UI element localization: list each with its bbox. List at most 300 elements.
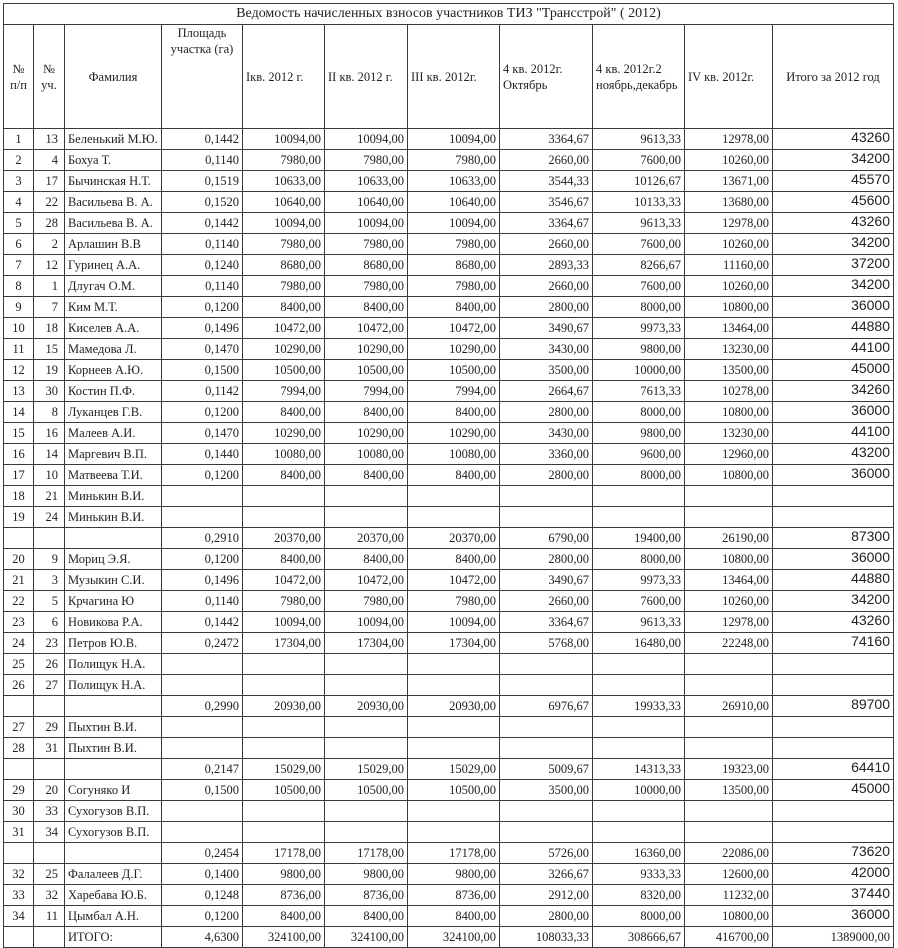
cell-num-uch — [34, 759, 65, 780]
cell-num-pp — [4, 528, 34, 549]
cell-q2: 10500,00 — [325, 780, 408, 801]
cell-num-uch: 21 — [34, 486, 65, 507]
table-row — [4, 192, 894, 213]
cell-q4-nov-dec: 8266,67 — [593, 255, 685, 276]
cell-q1: 10080,00 — [243, 444, 325, 465]
cell-q2: 17178,00 — [325, 843, 408, 864]
table-row — [4, 129, 894, 150]
cell-area: 0,1442 — [162, 612, 243, 633]
cell-q4-october: 2660,00 — [500, 150, 593, 171]
cell-q2: 7980,00 — [325, 234, 408, 255]
header-surname: Фамилия — [65, 25, 162, 129]
table-row — [4, 843, 894, 864]
cell-q1: 7980,00 — [243, 150, 325, 171]
cell-q1: 8400,00 — [243, 906, 325, 927]
cell-area: 0,1200 — [162, 297, 243, 318]
cell-q4-october: 3490,67 — [500, 318, 593, 339]
table-row — [4, 507, 894, 528]
cell-q3: 17178,00 — [408, 843, 500, 864]
cell-q4-october: 5009,67 — [500, 759, 593, 780]
cell-q4 — [685, 801, 773, 822]
cell-area: 0,1140 — [162, 591, 243, 612]
cell-q4-october: 3364,67 — [500, 213, 593, 234]
cell-total-year: 36000 — [773, 402, 894, 423]
cell-total-year: 37200 — [773, 255, 894, 276]
cell-surname: Васильева В. А. — [65, 213, 162, 234]
cell-q3: 15029,00 — [408, 759, 500, 780]
cell-num-uch: 12 — [34, 255, 65, 276]
cell-area: 0,1140 — [162, 234, 243, 255]
cell-surname: Минькин В.И. — [65, 507, 162, 528]
cell-total-year: 43260 — [773, 129, 894, 150]
cell-area — [162, 717, 243, 738]
cell-q1: 9800,00 — [243, 864, 325, 885]
cell-num-uch: 2 — [34, 234, 65, 255]
cell-total-year: 34200 — [773, 234, 894, 255]
cell-q4-october: 2664,67 — [500, 381, 593, 402]
cell-q4: 13500,00 — [685, 360, 773, 381]
cell-num-uch: 33 — [34, 801, 65, 822]
table-row — [4, 150, 894, 171]
cell-q4: 12978,00 — [685, 213, 773, 234]
cell-q4-nov-dec: 16360,00 — [593, 843, 685, 864]
cell-q2: 10094,00 — [325, 129, 408, 150]
cell-q1 — [243, 507, 325, 528]
cell-q4: 22248,00 — [685, 633, 773, 654]
cell-q3: 10290,00 — [408, 339, 500, 360]
cell-q4-nov-dec: 8000,00 — [593, 297, 685, 318]
cell-q4: 10800,00 — [685, 402, 773, 423]
grand-total-q1: 324100,00 — [243, 927, 325, 948]
cell-q1 — [243, 738, 325, 759]
table-row — [4, 822, 894, 843]
cell-q2: 10094,00 — [325, 213, 408, 234]
cell-q1: 7980,00 — [243, 276, 325, 297]
cell-surname: Матвеева Т.И. — [65, 465, 162, 486]
cell-q1: 20370,00 — [243, 528, 325, 549]
cell-q4-nov-dec: 9800,00 — [593, 339, 685, 360]
cell-q2: 15029,00 — [325, 759, 408, 780]
table-row — [4, 528, 894, 549]
header-area: Площадь участка (га) — [162, 25, 243, 129]
cell-surname: Костин П.Ф. — [65, 381, 162, 402]
cell-total-year: 44880 — [773, 318, 894, 339]
cell-q4-october: 5726,00 — [500, 843, 593, 864]
cell-q3: 17304,00 — [408, 633, 500, 654]
cell-q4-october — [500, 507, 593, 528]
cell-num-pp: 29 — [4, 780, 34, 801]
cell-q4: 10260,00 — [685, 591, 773, 612]
cell-q2: 10472,00 — [325, 318, 408, 339]
cell-surname: Васильева В. А. — [65, 192, 162, 213]
cell-area: 0,1142 — [162, 381, 243, 402]
cell-total-year: 74160 — [773, 633, 894, 654]
cell-num-uch: 28 — [34, 213, 65, 234]
cell-q4-october — [500, 654, 593, 675]
cell-q4-october — [500, 717, 593, 738]
cell-num-pp: 24 — [4, 633, 34, 654]
cell-q2: 10472,00 — [325, 570, 408, 591]
cell-q3 — [408, 507, 500, 528]
grand-total-q4: 416700,00 — [685, 927, 773, 948]
cell-surname: Бычинская Н.Т. — [65, 171, 162, 192]
cell-q4-nov-dec: 9613,33 — [593, 129, 685, 150]
header-num-pp: № п/п — [4, 25, 34, 129]
table-row — [4, 570, 894, 591]
cell-area — [162, 654, 243, 675]
cell-q4: 26910,00 — [685, 696, 773, 717]
cell-num-uch: 18 — [34, 318, 65, 339]
table-row — [4, 864, 894, 885]
cell-area: 0,1140 — [162, 150, 243, 171]
cell-q1: 10633,00 — [243, 171, 325, 192]
cell-q4-nov-dec — [593, 675, 685, 696]
cell-num-uch: 5 — [34, 591, 65, 612]
cell-surname: Пыхтин В.И. — [65, 717, 162, 738]
cell-q2: 8736,00 — [325, 885, 408, 906]
cell-q4: 10260,00 — [685, 276, 773, 297]
cell-q4-nov-dec: 9600,00 — [593, 444, 685, 465]
cell-num-pp: 25 — [4, 654, 34, 675]
cell-surname: Согуняко И — [65, 780, 162, 801]
cell-q4-october: 2800,00 — [500, 402, 593, 423]
cell-surname — [65, 528, 162, 549]
cell-q3: 20930,00 — [408, 696, 500, 717]
table-row — [4, 486, 894, 507]
cell-q4-october: 2660,00 — [500, 276, 593, 297]
cell-q3: 10633,00 — [408, 171, 500, 192]
table-row — [4, 549, 894, 570]
header-q4-october: 4 кв. 2012г. Октябрь — [500, 25, 593, 129]
cell-q4: 12978,00 — [685, 129, 773, 150]
cell-surname: Цымбал А.Н. — [65, 906, 162, 927]
cell-q1: 20930,00 — [243, 696, 325, 717]
cell-q3: 9800,00 — [408, 864, 500, 885]
cell-q1 — [243, 675, 325, 696]
cell-q3 — [408, 486, 500, 507]
cell-q4 — [685, 486, 773, 507]
cell-num-uch: 1 — [34, 276, 65, 297]
grand-total-num-uch — [34, 927, 65, 948]
cell-q1 — [243, 801, 325, 822]
cell-num-pp: 10 — [4, 318, 34, 339]
cell-q4-october: 2912,00 — [500, 885, 593, 906]
cell-num-pp: 27 — [4, 717, 34, 738]
cell-surname: Маргевич В.П. — [65, 444, 162, 465]
cell-area — [162, 675, 243, 696]
table-row — [4, 696, 894, 717]
header-num-uch: № уч. — [34, 25, 65, 129]
header-row — [4, 25, 894, 129]
cell-total-year: 36000 — [773, 297, 894, 318]
cell-num-uch: 22 — [34, 192, 65, 213]
cell-area: 0,1500 — [162, 360, 243, 381]
cell-area — [162, 822, 243, 843]
cell-surname — [65, 759, 162, 780]
cell-q3: 8400,00 — [408, 402, 500, 423]
cell-num-uch — [34, 696, 65, 717]
cell-num-pp: 9 — [4, 297, 34, 318]
cell-area — [162, 486, 243, 507]
cell-num-pp: 23 — [4, 612, 34, 633]
table-row — [4, 276, 894, 297]
cell-num-pp: 14 — [4, 402, 34, 423]
cell-q1: 7980,00 — [243, 234, 325, 255]
cell-num-uch: 15 — [34, 339, 65, 360]
cell-q2: 20370,00 — [325, 528, 408, 549]
cell-q4-nov-dec: 7600,00 — [593, 276, 685, 297]
grand-total-q2: 324100,00 — [325, 927, 408, 948]
cell-area: 0,2454 — [162, 843, 243, 864]
cell-surname: Бохуа Т. — [65, 150, 162, 171]
cell-num-uch: 30 — [34, 381, 65, 402]
cell-q1: 10094,00 — [243, 612, 325, 633]
cell-surname: Харебава Ю.Б. — [65, 885, 162, 906]
cell-num-uch — [34, 843, 65, 864]
cell-q4: 10278,00 — [685, 381, 773, 402]
cell-total-year: 36000 — [773, 465, 894, 486]
cell-surname: Полищук Н.А. — [65, 654, 162, 675]
cell-q4: 13680,00 — [685, 192, 773, 213]
cell-area: 0,1520 — [162, 192, 243, 213]
cell-num-uch: 7 — [34, 297, 65, 318]
cell-q4 — [685, 822, 773, 843]
cell-q1 — [243, 654, 325, 675]
cell-q2: 8400,00 — [325, 906, 408, 927]
cell-num-pp: 17 — [4, 465, 34, 486]
cell-surname: Минькин В.И. — [65, 486, 162, 507]
table-row — [4, 654, 894, 675]
cell-total-year — [773, 675, 894, 696]
cell-q1: 17178,00 — [243, 843, 325, 864]
cell-q4: 13500,00 — [685, 780, 773, 801]
cell-q4: 11160,00 — [685, 255, 773, 276]
cell-q4: 10800,00 — [685, 465, 773, 486]
cell-num-pp — [4, 843, 34, 864]
cell-q4-october: 3546,67 — [500, 192, 593, 213]
grand-total-q3: 324100,00 — [408, 927, 500, 948]
cell-q4-nov-dec — [593, 801, 685, 822]
cell-total-year — [773, 822, 894, 843]
cell-area: 0,1500 — [162, 780, 243, 801]
cell-q3: 10094,00 — [408, 213, 500, 234]
cell-q3: 8400,00 — [408, 297, 500, 318]
cell-q4-october: 3544,33 — [500, 171, 593, 192]
cell-total-year: 44100 — [773, 339, 894, 360]
cell-area: 0,2910 — [162, 528, 243, 549]
cell-num-uch: 13 — [34, 129, 65, 150]
cell-q2: 9800,00 — [325, 864, 408, 885]
cell-area — [162, 801, 243, 822]
cell-num-pp: 34 — [4, 906, 34, 927]
cell-num-pp: 6 — [4, 234, 34, 255]
cell-num-pp: 5 — [4, 213, 34, 234]
cell-surname: Беленький М.Ю. — [65, 129, 162, 150]
cell-q3 — [408, 717, 500, 738]
cell-area: 0,1200 — [162, 402, 243, 423]
cell-total-year: 34260 — [773, 381, 894, 402]
cell-q3 — [408, 654, 500, 675]
cell-q2: 8400,00 — [325, 402, 408, 423]
header-q4-nov-dec: 4 кв. 2012г.2 ноябрь,декабрь — [593, 25, 685, 129]
grand-total-area: 4,6300 — [162, 927, 243, 948]
ledger-title: Ведомость начисленных взносов участников ТИЗ "Трансстрой" ( 2012) — [4, 4, 894, 25]
cell-q3: 10640,00 — [408, 192, 500, 213]
cell-surname: Сухогузов В.П. — [65, 822, 162, 843]
table-row — [4, 171, 894, 192]
cell-area — [162, 507, 243, 528]
cell-total-year: 43260 — [773, 612, 894, 633]
cell-q4: 26190,00 — [685, 528, 773, 549]
cell-q4-october: 6976,67 — [500, 696, 593, 717]
cell-surname: Длугач О.М. — [65, 276, 162, 297]
cell-q4-nov-dec — [593, 717, 685, 738]
grand-total-label: ИТОГО: — [65, 927, 162, 948]
cell-q1: 8400,00 — [243, 297, 325, 318]
table-row — [4, 801, 894, 822]
cell-total-year: 34200 — [773, 150, 894, 171]
cell-num-uch: 27 — [34, 675, 65, 696]
cell-surname — [65, 696, 162, 717]
cell-q2: 10290,00 — [325, 423, 408, 444]
cell-q4-october: 3500,00 — [500, 780, 593, 801]
header-q4: IV кв. 2012г. — [685, 25, 773, 129]
cell-surname: Малеев А.И. — [65, 423, 162, 444]
cell-q4-october: 3364,67 — [500, 129, 593, 150]
cell-area: 0,1200 — [162, 549, 243, 570]
cell-q1: 8400,00 — [243, 549, 325, 570]
cell-q4-october — [500, 738, 593, 759]
cell-num-uch: 11 — [34, 906, 65, 927]
cell-surname: Арлашин В.В — [65, 234, 162, 255]
cell-q3: 10080,00 — [408, 444, 500, 465]
cell-area: 0,1400 — [162, 864, 243, 885]
cell-q4 — [685, 738, 773, 759]
cell-num-uch — [34, 528, 65, 549]
cell-q3: 8400,00 — [408, 465, 500, 486]
cell-num-pp — [4, 759, 34, 780]
table-row — [4, 234, 894, 255]
cell-num-pp: 2 — [4, 150, 34, 171]
cell-num-uch: 26 — [34, 654, 65, 675]
cell-q4-nov-dec: 9333,33 — [593, 864, 685, 885]
cell-q3: 7980,00 — [408, 234, 500, 255]
cell-q4-october: 3364,67 — [500, 612, 593, 633]
cell-total-year: 45600 — [773, 192, 894, 213]
cell-q4: 12960,00 — [685, 444, 773, 465]
cell-num-pp: 8 — [4, 276, 34, 297]
cell-surname: Сухогузов В.П. — [65, 801, 162, 822]
cell-q4-october: 2800,00 — [500, 906, 593, 927]
cell-num-pp: 33 — [4, 885, 34, 906]
cell-num-uch: 9 — [34, 549, 65, 570]
cell-q1: 10094,00 — [243, 213, 325, 234]
cell-area: 0,1440 — [162, 444, 243, 465]
cell-q2: 8680,00 — [325, 255, 408, 276]
cell-num-uch: 29 — [34, 717, 65, 738]
cell-q1: 17304,00 — [243, 633, 325, 654]
cell-area: 0,1240 — [162, 255, 243, 276]
cell-area: 0,1496 — [162, 570, 243, 591]
cell-num-pp: 4 — [4, 192, 34, 213]
grand-total-year: 1389000,00 — [773, 927, 894, 948]
cell-q2: 17304,00 — [325, 633, 408, 654]
cell-q4: 13671,00 — [685, 171, 773, 192]
table-row — [4, 633, 894, 654]
cell-total-year: 45570 — [773, 171, 894, 192]
cell-q4-nov-dec: 10133,33 — [593, 192, 685, 213]
cell-total-year: 36000 — [773, 906, 894, 927]
cell-q1 — [243, 717, 325, 738]
header-total: Итого за 2012 год — [773, 25, 894, 129]
cell-q2: 10640,00 — [325, 192, 408, 213]
cell-q4-nov-dec: 14313,33 — [593, 759, 685, 780]
cell-q1: 7994,00 — [243, 381, 325, 402]
cell-q4-nov-dec: 8000,00 — [593, 465, 685, 486]
cell-num-pp: 7 — [4, 255, 34, 276]
cell-q3: 8736,00 — [408, 885, 500, 906]
cell-q4-nov-dec: 16480,00 — [593, 633, 685, 654]
cell-q4-nov-dec: 9973,33 — [593, 570, 685, 591]
cell-surname: Ким М.Т. — [65, 297, 162, 318]
cell-q4-nov-dec: 7613,33 — [593, 381, 685, 402]
cell-q2 — [325, 738, 408, 759]
cell-q4 — [685, 675, 773, 696]
cell-q4-nov-dec: 7600,00 — [593, 150, 685, 171]
cell-q2: 7994,00 — [325, 381, 408, 402]
cell-num-uch: 31 — [34, 738, 65, 759]
cell-surname: Мориц Э.Я. — [65, 549, 162, 570]
cell-q2 — [325, 507, 408, 528]
cell-q2: 10290,00 — [325, 339, 408, 360]
cell-num-uch: 25 — [34, 864, 65, 885]
cell-num-uch: 4 — [34, 150, 65, 171]
cell-surname: Киселев А.А. — [65, 318, 162, 339]
cell-area: 0,1519 — [162, 171, 243, 192]
cell-num-pp: 18 — [4, 486, 34, 507]
cell-q4-october: 2800,00 — [500, 549, 593, 570]
cell-num-uch: 16 — [34, 423, 65, 444]
contributions-ledger-table — [3, 3, 894, 948]
cell-area: 0,1248 — [162, 885, 243, 906]
cell-q3 — [408, 801, 500, 822]
title-row — [4, 4, 894, 25]
ledger-body — [4, 129, 894, 927]
cell-q4: 13230,00 — [685, 339, 773, 360]
cell-num-pp: 19 — [4, 507, 34, 528]
cell-num-pp: 21 — [4, 570, 34, 591]
cell-num-pp: 20 — [4, 549, 34, 570]
cell-surname: Корнеев А.Ю. — [65, 360, 162, 381]
cell-q4-nov-dec: 7600,00 — [593, 591, 685, 612]
cell-num-pp: 13 — [4, 381, 34, 402]
cell-q2: 10500,00 — [325, 360, 408, 381]
cell-q3: 10094,00 — [408, 612, 500, 633]
cell-q4: 10800,00 — [685, 906, 773, 927]
cell-q4-nov-dec — [593, 486, 685, 507]
cell-q4-nov-dec: 19933,33 — [593, 696, 685, 717]
cell-num-uch: 3 — [34, 570, 65, 591]
cell-q4: 13230,00 — [685, 423, 773, 444]
cell-q4-nov-dec: 9613,33 — [593, 213, 685, 234]
cell-surname — [65, 843, 162, 864]
cell-num-uch: 20 — [34, 780, 65, 801]
cell-num-pp — [4, 696, 34, 717]
cell-total-year: 44100 — [773, 423, 894, 444]
cell-q4-october: 2800,00 — [500, 465, 593, 486]
cell-q3: 10290,00 — [408, 423, 500, 444]
cell-q2: 7980,00 — [325, 276, 408, 297]
